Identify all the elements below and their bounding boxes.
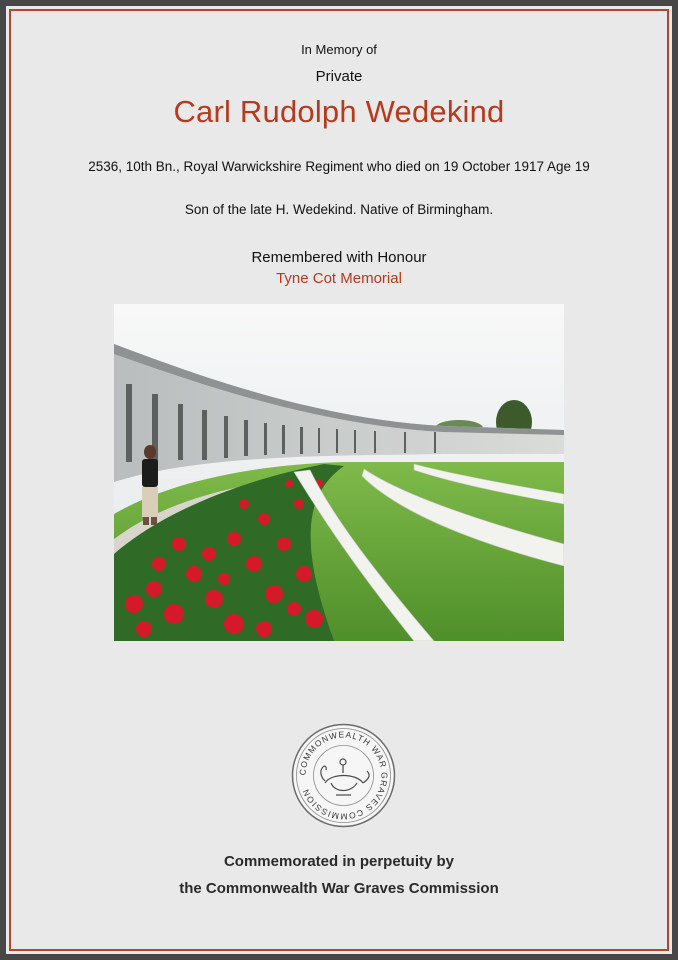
cwgc-seal <box>291 723 396 828</box>
memorial-photo <box>114 304 564 641</box>
memorial-name: Tyne Cot Memorial <box>276 270 402 287</box>
rank-label: Private <box>315 68 363 85</box>
remembered-label: Remembered with Honour <box>251 249 427 266</box>
seal-text: COMMONWEALTH WAR GRAVES COMMISSION <box>297 729 390 822</box>
certificate-page <box>6 6 672 954</box>
service-details: 2536, 10th Bn., Royal Warwickshire Regiment who died on 19 October 1917 Age 19 <box>88 159 590 174</box>
soldier-name: Carl Rudolph Wedekind <box>173 94 505 129</box>
footer-line-1: Commemorated in perpetuity by <box>223 853 455 870</box>
family-details: Son of the late H. Wedekind. Native of Birmingham. <box>184 202 494 217</box>
in-memory-label: In Memory of <box>301 42 377 57</box>
footer-line-2: the Commonwealth War Graves Commission <box>179 880 499 897</box>
